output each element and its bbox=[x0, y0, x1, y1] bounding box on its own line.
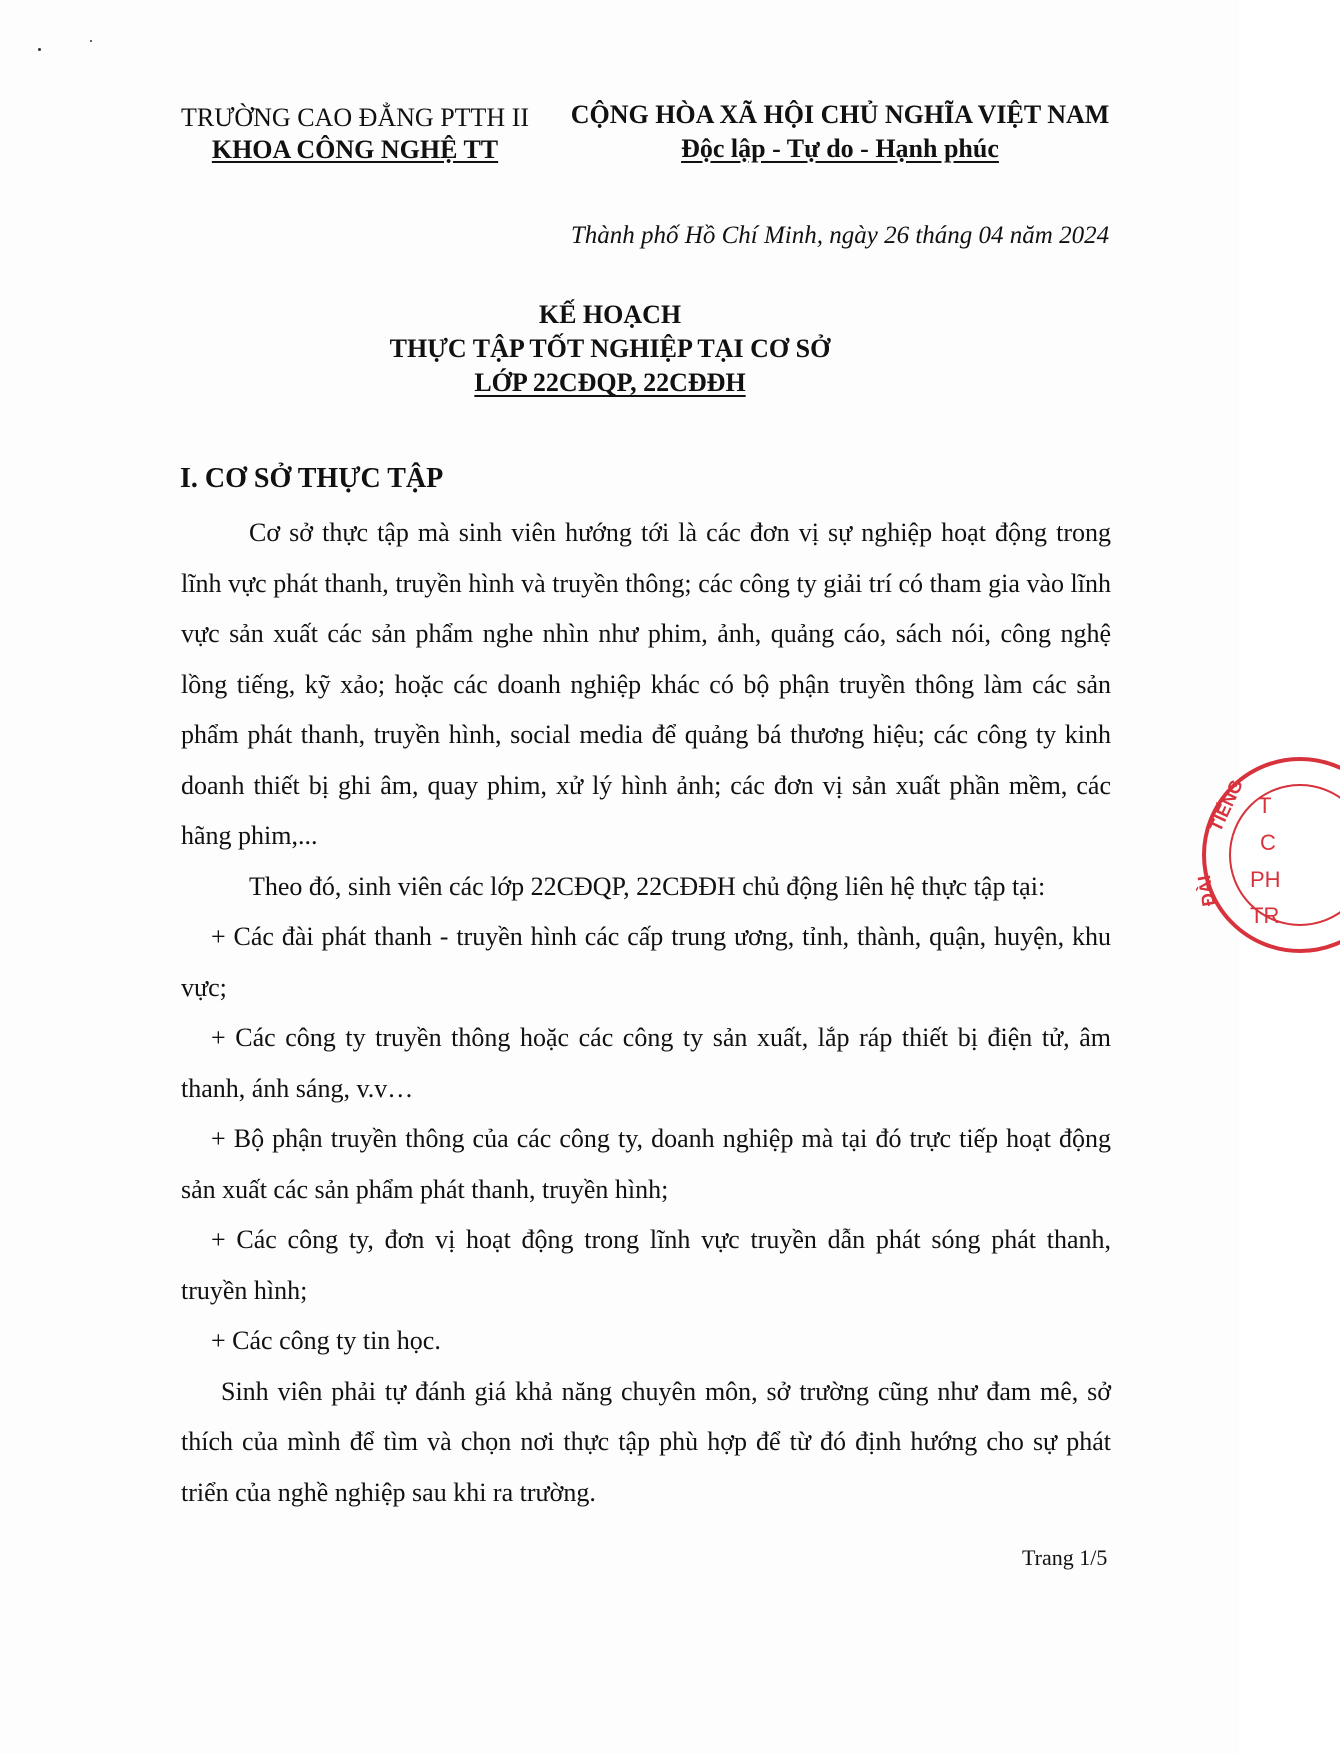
paragraph: Theo đó, sinh viên các lớp 22CĐQP, 22CĐĐH chủ động liên hệ thực tập tại: bbox=[249, 871, 1046, 901]
school-name: TRƯỜNG CAO ĐẲNG PTTH II bbox=[180, 103, 530, 132]
list-item: + Các công ty truyền thông hoặc các công ty sản xuất, lắp ráp thiết bị điện tử, âm thanh, ánh sáng, v.v… bbox=[181, 1023, 1111, 1103]
paragraph: Sinh viên phải tự đánh giá khả năng chuyên môn, sở trường cũng như đam mê, sở thích của mình để tìm và chọn nơi thực tập phù hợp để từ đó định hướng cho sự phát triển của nghề nghiệp sau khi ra trường. bbox=[181, 1376, 1111, 1507]
svg-text:TIẾNG: TIẾNG bbox=[1205, 776, 1247, 835]
title-line-2: THỰC TẬP TỐT NGHIỆP TẠI CƠ SỞ bbox=[389, 334, 831, 363]
svg-text:C: C bbox=[1260, 830, 1276, 855]
faculty-name: KHOA CÔNG NGHỆ TT bbox=[211, 135, 499, 164]
section-body bbox=[181, 508, 1111, 1518]
header-left bbox=[170, 102, 540, 166]
title-line-1: KẾ HOẠCH bbox=[538, 300, 682, 329]
svg-text:PH: PH bbox=[1250, 867, 1281, 892]
list-item: + Bộ phận truyền thông của các công ty, doanh nghiệp mà tại đó trực tiếp hoạt động sản xuất các sản phẩm phát thanh, truyền hình; bbox=[181, 1124, 1111, 1204]
date-line: Thành phố Hồ Chí Minh, ngày 26 tháng 04 năm 2024 bbox=[570, 222, 1110, 249]
official-stamp bbox=[1190, 755, 1340, 955]
section-heading: I. CƠ SỞ THỰC TẬP bbox=[180, 463, 444, 494]
nation-name: CỘNG HÒA XÃ HỘI CHỦ NGHĨA VIỆT NAM bbox=[570, 100, 1110, 129]
list-item: + Các công ty tin học. bbox=[211, 1326, 441, 1355]
list-item: + Các công ty, đơn vị hoạt động trong lĩnh vực truyền dẫn phát sóng phát thanh, truyền hình; bbox=[181, 1225, 1111, 1305]
document-title bbox=[300, 298, 920, 400]
svg-text:ĐÀI: ĐÀI bbox=[1193, 873, 1219, 908]
national-motto: Độc lập - Tự do - Hạnh phúc bbox=[681, 134, 999, 163]
paragraph: Cơ sở thực tập mà sinh viên hướng tới là các đơn vị sự nghiệp hoạt động trong lĩnh vực phát thanh, truyền hình và truyền thông; các công ty giải trí có tham gia vào lĩnh vực sản xuất các sản phẩm nghe nhìn như phim, ảnh, quảng cáo, sách nói, công nghệ lồng tiếng, kỹ xảo; hoặc các doanh nghiệp khác có bộ phận truyền thông làm các sản phẩm phát thanh, truyền hình, social media để quảng bá thương hiệu; các công ty kinh doanh thiết bị ghi âm, quay phim, xử lý hình ảnh; các đơn vị sản xuất phần mềm, các hãng phim,... bbox=[181, 518, 1111, 850]
page-number: Trang 1/5 bbox=[1022, 1545, 1108, 1570]
scan-speck bbox=[38, 48, 41, 51]
svg-text:TR: TR bbox=[1250, 903, 1280, 928]
title-line-3: LỚP 22CĐQP, 22CĐĐH bbox=[474, 368, 746, 397]
scan-speck bbox=[90, 40, 92, 42]
svg-text:T: T bbox=[1258, 793, 1272, 818]
list-item: + Các đài phát thanh - truyền hình các cấp trung ương, tỉnh, thành, quận, huyện, khu vực; bbox=[181, 922, 1111, 1002]
header-right bbox=[560, 98, 1120, 166]
